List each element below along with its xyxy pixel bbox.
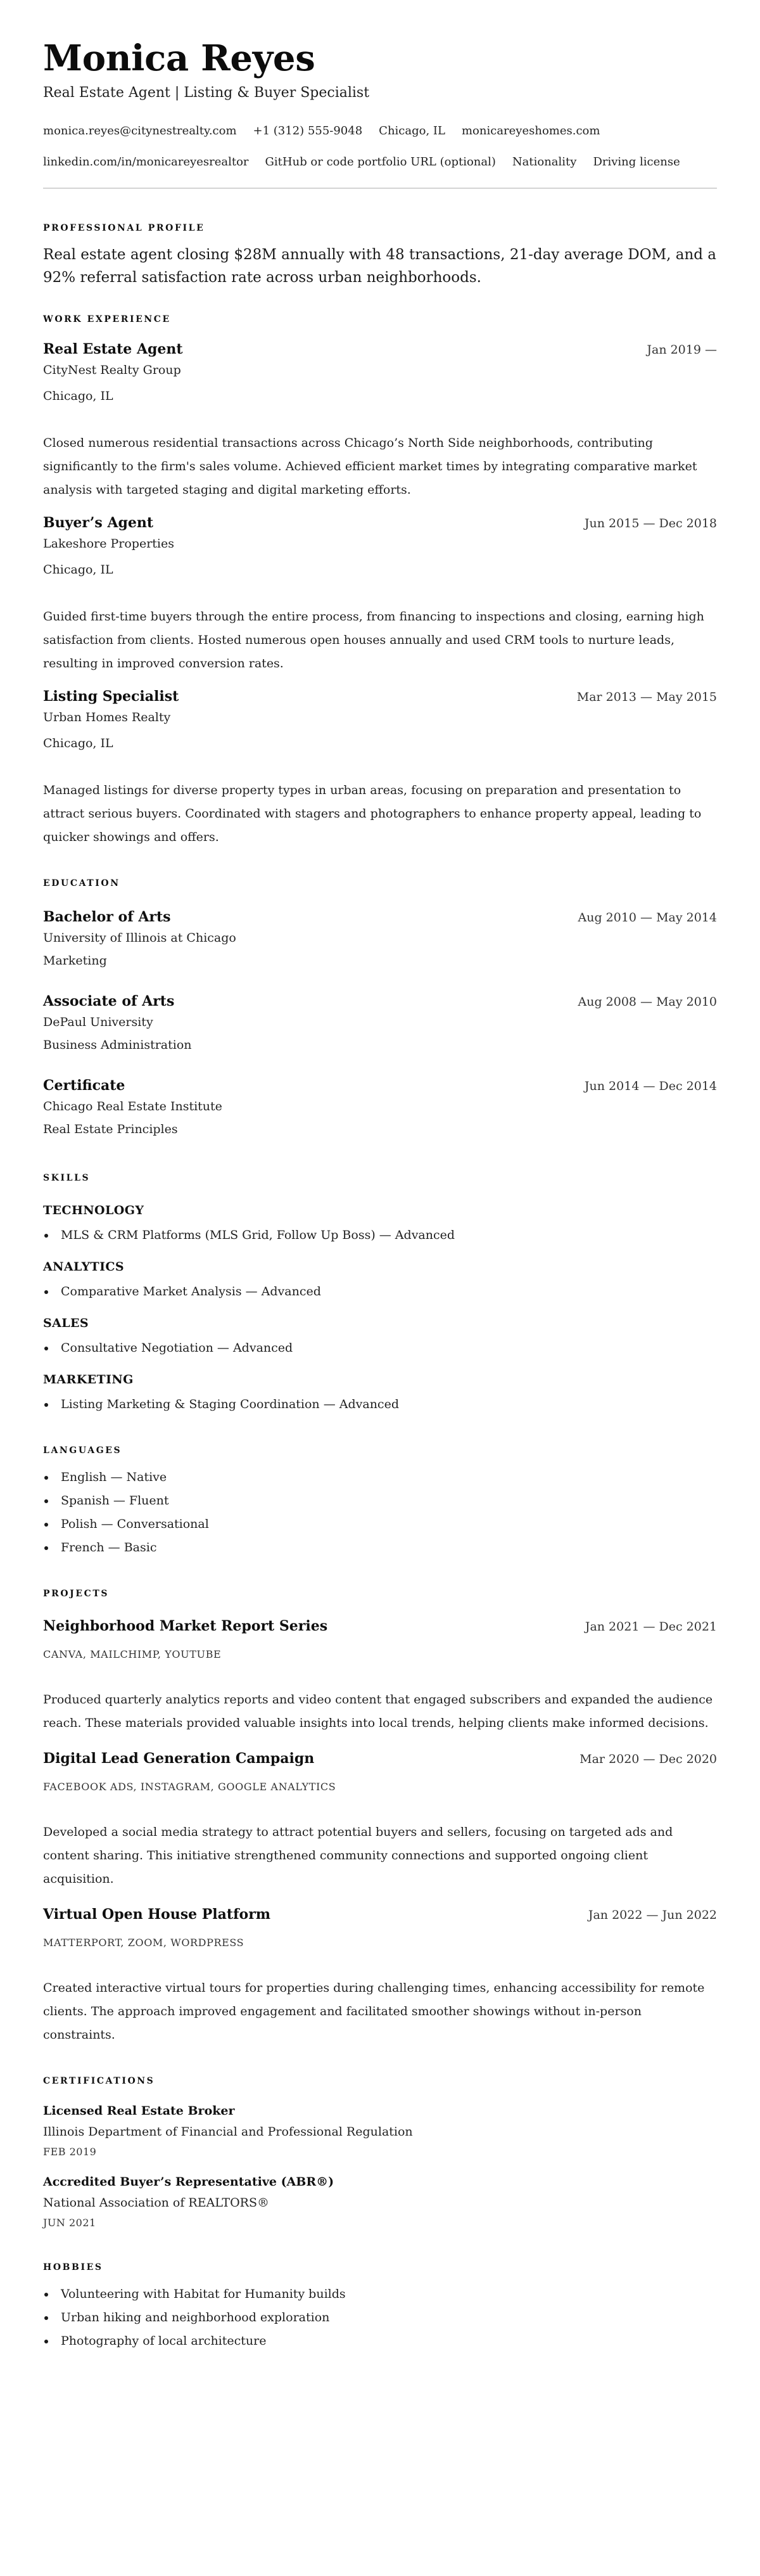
certification-issuer: Illinois Department of Financial and Professional Regulation: [43, 2125, 413, 2139]
hobbies-section: [43, 2261, 717, 2353]
skill-item: Listing Marketing & Staging Coordination — Advanced: [43, 1393, 717, 1416]
job-dates: Jun 2015 — Dec 2018: [584, 516, 717, 530]
language-item: Spanish — Fluent: [43, 1489, 717, 1513]
projects-section: [43, 1587, 717, 2047]
degree-title: Bachelor of Arts: [43, 909, 171, 925]
skill-category-name: MARKETING: [43, 1373, 134, 1387]
project-entry: [43, 1617, 717, 1735]
certification-entry: [43, 2172, 717, 2232]
contact-location: Chicago, IL: [379, 124, 445, 138]
contact-info: [43, 115, 717, 177]
education-dates: Aug 2008 — May 2010: [578, 995, 717, 1009]
education-section: [43, 877, 717, 1140]
job-company: Urban Homes Realty: [43, 710, 171, 724]
job-location: Chicago, IL: [43, 389, 113, 403]
contact-github: GitHub or code portfolio URL (optional): [265, 155, 496, 169]
header-divider: [43, 188, 717, 189]
section-title-profile: PROFESSIONAL PROFILE: [43, 223, 205, 233]
language-item: English — Native: [43, 1466, 717, 1489]
project-dates: Mar 2020 — Dec 2020: [580, 1752, 717, 1766]
hobby-item: Volunteering with Habitat for Humanity builds: [43, 2283, 717, 2306]
contact-driving-license: Driving license: [593, 155, 680, 169]
job-title: Buyer’s Agent: [43, 515, 154, 531]
job-description: Closed numerous residential transactions across Chicago’s North Side neighborhoods, contributing significantly to the firm's sales volume. Achieved efficient market times by integrating comparative market analysis with targeted staging and digital marketing efforts.: [43, 436, 697, 497]
section-title-languages: LANGUAGES: [43, 1445, 122, 1456]
certification-issuer: National Association of REALTORS®: [43, 2196, 269, 2210]
section-title-education: EDUCATION: [43, 878, 120, 888]
profile-section: [43, 222, 717, 289]
school-name: University of Illinois at Chicago: [43, 931, 236, 945]
project-description: Produced quarterly analytics reports and video content that engaged subscribers and expanded the audience reach. These materials provided valuable insights into local trends, helping clients make informed decisions.: [43, 1693, 713, 1730]
profile-summary: Real estate agent closing $28M annually with 48 transactions, 21-day average DOM, and a 92% referral satisfaction rate across urban neighborhoods.: [43, 247, 717, 286]
degree-title: Associate of Arts: [43, 993, 175, 1009]
skill-category-name: SALES: [43, 1316, 89, 1330]
skill-category: [43, 1201, 717, 1247]
project-name: Virtual Open House Platform: [43, 1906, 271, 1923]
certification-name: Accredited Buyer’s Representative (ABR®): [43, 2175, 334, 2189]
candidate-name: Monica Reyes: [43, 37, 315, 79]
field-of-study: Business Administration: [43, 1038, 192, 1052]
job-title: Listing Specialist: [43, 688, 179, 705]
contact-phone[interactable]: +1 (312) 555-9048: [253, 124, 363, 138]
skill-category-name: ANALYTICS: [43, 1260, 125, 1274]
skill-category: [43, 1370, 717, 1416]
skill-category: [43, 1257, 717, 1304]
section-title-projects: PROJECTS: [43, 1589, 110, 1599]
school-name: Chicago Real Estate Institute: [43, 1099, 222, 1113]
contact-linkedin[interactable]: linkedin.com/in/monicareyesrealtor: [43, 155, 249, 169]
section-title-hobbies: HOBBIES: [43, 2262, 103, 2272]
resume-header: [43, 34, 717, 189]
job-location: Chicago, IL: [43, 563, 113, 577]
job-dates: Jan 2019 —: [647, 343, 717, 357]
certification-date: JUN 2021: [43, 2217, 96, 2229]
candidate-headline: Real Estate Agent | Listing & Buyer Specialist: [43, 85, 370, 101]
project-dates: Jan 2022 — Jun 2022: [588, 1908, 717, 1922]
project-tech-tags: MATTERPORT, ZOOM, WORDPRESS: [43, 1937, 244, 1949]
hobby-item: Urban hiking and neighborhood exploration: [43, 2306, 717, 2329]
contact-nationality: Nationality: [512, 155, 577, 169]
project-tech-tags: CANVA, MAILCHIMP, YOUTUBE: [43, 1648, 222, 1660]
section-title-experience: WORK EXPERIENCE: [43, 314, 171, 324]
experience-section: [43, 313, 717, 849]
education-dates: Aug 2010 — May 2014: [578, 911, 717, 925]
contact-email[interactable]: monica.reyes@citynestrealty.com: [43, 124, 237, 138]
skill-item: Comparative Market Analysis — Advanced: [43, 1280, 717, 1304]
job-title: Real Estate Agent: [43, 341, 183, 357]
certifications-section: [43, 2075, 717, 2232]
project-name: Digital Lead Generation Campaign: [43, 1750, 315, 1767]
skill-item: Consultative Negotiation — Advanced: [43, 1336, 717, 1360]
experience-entry: [43, 340, 717, 502]
skill-category-name: TECHNOLOGY: [43, 1203, 144, 1217]
skill-item: MLS & CRM Platforms (MLS Grid, Follow Up Boss) — Advanced: [43, 1224, 717, 1247]
education-dates: Jun 2014 — Dec 2014: [584, 1079, 717, 1093]
certification-date: FEB 2019: [43, 2146, 97, 2158]
project-dates: Jan 2021 — Dec 2021: [585, 1620, 717, 1634]
project-entry: [43, 1749, 717, 1891]
education-entry: [43, 907, 717, 971]
education-entry: [43, 992, 717, 1056]
experience-entry: [43, 687, 717, 849]
skill-category: [43, 1314, 717, 1360]
degree-title: Certificate: [43, 1077, 125, 1094]
project-name: Neighborhood Market Report Series: [43, 1618, 328, 1634]
hobby-item: Photography of local architecture: [43, 2329, 717, 2353]
project-description: Developed a social media strategy to attract potential buyers and sellers, focusing on targeted ads and content sharing. This initiative strengthened community connections and supported ongoing client acquisition.: [43, 1825, 673, 1886]
education-entry: [43, 1076, 717, 1140]
certification-entry: [43, 2101, 717, 2161]
field-of-study: Real Estate Principles: [43, 1122, 178, 1136]
language-item: French — Basic: [43, 1536, 717, 1560]
skills-section: [43, 1172, 717, 1416]
contact-website[interactable]: monicareyeshomes.com: [461, 124, 600, 138]
job-company: Lakeshore Properties: [43, 537, 174, 551]
project-description: Created interactive virtual tours for properties during challenging times, enhancing accessibility for remote clients. The approach improved engagement and facilitated smoother showings without in-person constraints.: [43, 1981, 705, 2042]
certification-name: Licensed Real Estate Broker: [43, 2104, 235, 2118]
field-of-study: Marketing: [43, 954, 107, 968]
section-title-certifications: CERTIFICATIONS: [43, 2076, 155, 2086]
languages-section: [43, 1444, 717, 1560]
project-tech-tags: FACEBOOK ADS, INSTAGRAM, GOOGLE ANALYTICS: [43, 1781, 336, 1793]
project-entry: [43, 1905, 717, 2047]
job-description: Guided first-time buyers through the entire process, from financing to inspections and closing, earning high satisfaction from clients. Hosted numerous open houses annually and used CRM tools to nurture leads, resulting in improved conversion rates.: [43, 610, 704, 670]
school-name: DePaul University: [43, 1015, 153, 1029]
job-description: Managed listings for diverse property types in urban areas, focusing on preparation and presentation to attract serious buyers. Coordinated with stagers and photographers to enhance property appeal, leading to quicker showings and offers.: [43, 783, 702, 844]
language-item: Polish — Conversational: [43, 1513, 717, 1536]
job-dates: Mar 2013 — May 2015: [576, 690, 717, 704]
job-company: CityNest Realty Group: [43, 363, 181, 377]
experience-entry: [43, 513, 717, 676]
section-title-skills: SKILLS: [43, 1173, 91, 1183]
job-location: Chicago, IL: [43, 736, 113, 750]
